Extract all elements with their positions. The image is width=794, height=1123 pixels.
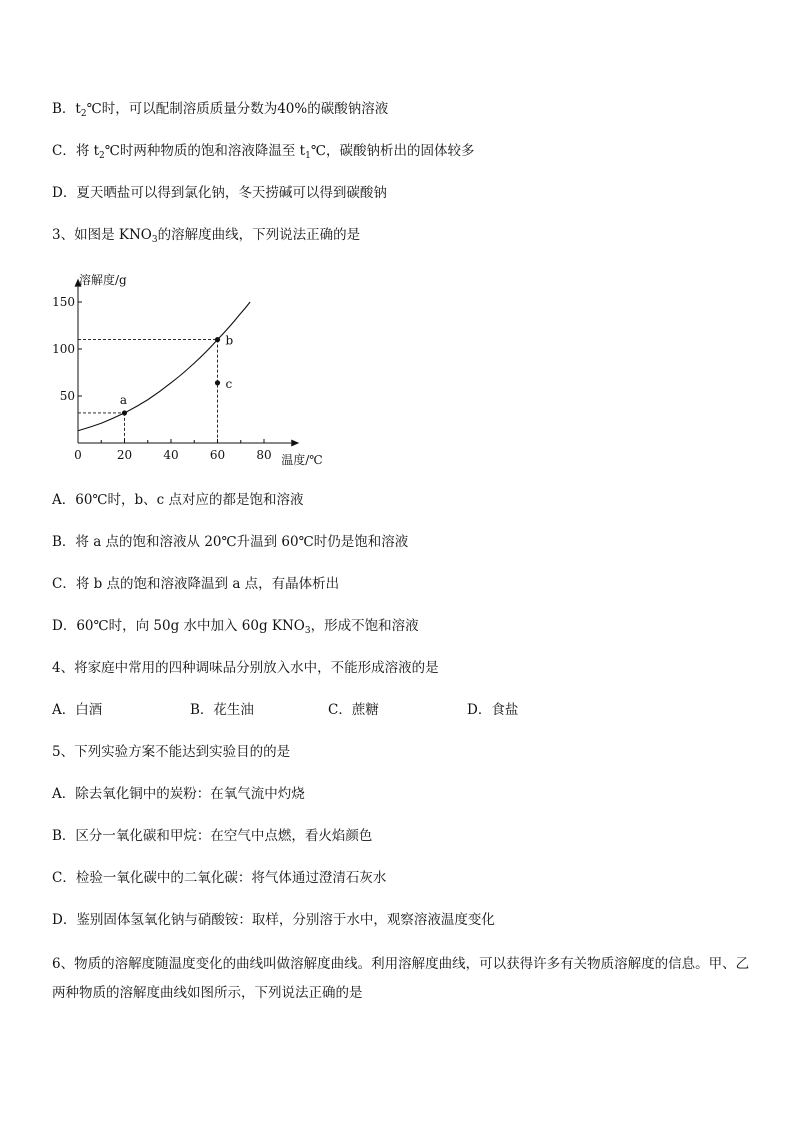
q4-stem: 4、将家庭中常用的四种调味品分别放入水中，不能形成溶液的是 <box>52 660 439 676</box>
point-b <box>215 337 220 342</box>
x-tick-label: 60 <box>209 448 226 462</box>
point-label-c: c <box>225 376 233 391</box>
x-tick-label: 20 <box>116 448 133 462</box>
y-axis-label: 溶解度/g <box>79 273 127 287</box>
x-tick-label: 40 <box>163 448 179 462</box>
x-tick-label: 80 <box>256 448 272 462</box>
point-label-a: a <box>119 392 128 407</box>
q3-option-b: B．将 a 点的饱和溶液从 20℃升温到 60℃时仍是饱和溶液 <box>52 534 409 550</box>
chart-ticks <box>52 295 272 462</box>
y-tick-label: 100 <box>52 342 75 356</box>
q5-option-d: D．鉴别固体氢氧化钠与硝酸铵：取样，分别溶于水中，观察溶液温度变化 <box>52 912 495 928</box>
q3-option-c: C．将 b 点的饱和溶液降温到 a 点，有晶体析出 <box>52 576 340 592</box>
q3-stem: 3、如图是 $KNO_3$的溶解度曲线，下列说法正确的是 <box>52 227 361 245</box>
q3-option-d: D．60℃时，向 50g 水中加入 60g $KNO_3$，形成不饱和溶液 <box>52 618 419 636</box>
chart-points <box>120 334 234 416</box>
chart-axes <box>75 279 300 447</box>
point-c <box>215 380 220 385</box>
q2-option-c: C．将 $t_2℃$时两种物质的饱和溶液降温至 $t_1℃$，碳酸钠析出的固体较多 <box>52 143 475 161</box>
y-tick-label: 150 <box>52 295 75 309</box>
point-label-b: b <box>225 333 234 348</box>
q5-option-c: C．检验一氧化碳中的二氧化碳：将气体通过澄清石灰水 <box>52 870 387 886</box>
q5-stem: 5、下列实验方案不能达到实验目的的是 <box>52 744 291 760</box>
q4-option-d: D．食盐 <box>467 702 519 718</box>
x-axis-label: 温度/℃ <box>281 453 323 467</box>
q2-option-d: D．夏天晒盐可以得到氯化钠，冬天捞碱可以得到碳酸钠 <box>52 185 387 201</box>
q6-stem: 6、物质的溶解度随温度变化的曲线叫做溶解度曲线。利用溶解度曲线，可以获得许多有关物质溶解度的信息。甲、乙两种物质的溶解度曲线如图所示，下列说法正确的是 <box>52 956 750 1001</box>
q3-option-a: A．60℃时，b、c 点对应的都是饱和溶液 <box>52 492 304 508</box>
chart-guide-lines <box>78 340 218 443</box>
x-tick-label: 0 <box>74 448 82 462</box>
solubility-curve <box>78 302 250 431</box>
solubility-chart <box>48 262 348 472</box>
q4-option-a: A．白酒 <box>52 702 103 718</box>
q5-option-b: B．区分一氧化碳和甲烷：在空气中点燃，看火焰颜色 <box>52 828 373 844</box>
q2-option-b: B．$t_2℃$时，可以配制溶质质量分数为40%的碳酸钠溶液 <box>52 101 389 119</box>
q4-option-c: C．蔗糖 <box>328 702 379 718</box>
q4-option-b: B．花生油 <box>190 702 254 718</box>
x-axis-arrow <box>291 440 299 447</box>
y-tick-label: 50 <box>59 389 75 403</box>
q5-option-a: A．除去氧化铜中的炭粉：在氧气流中灼烧 <box>52 786 305 802</box>
point-a <box>122 410 127 415</box>
